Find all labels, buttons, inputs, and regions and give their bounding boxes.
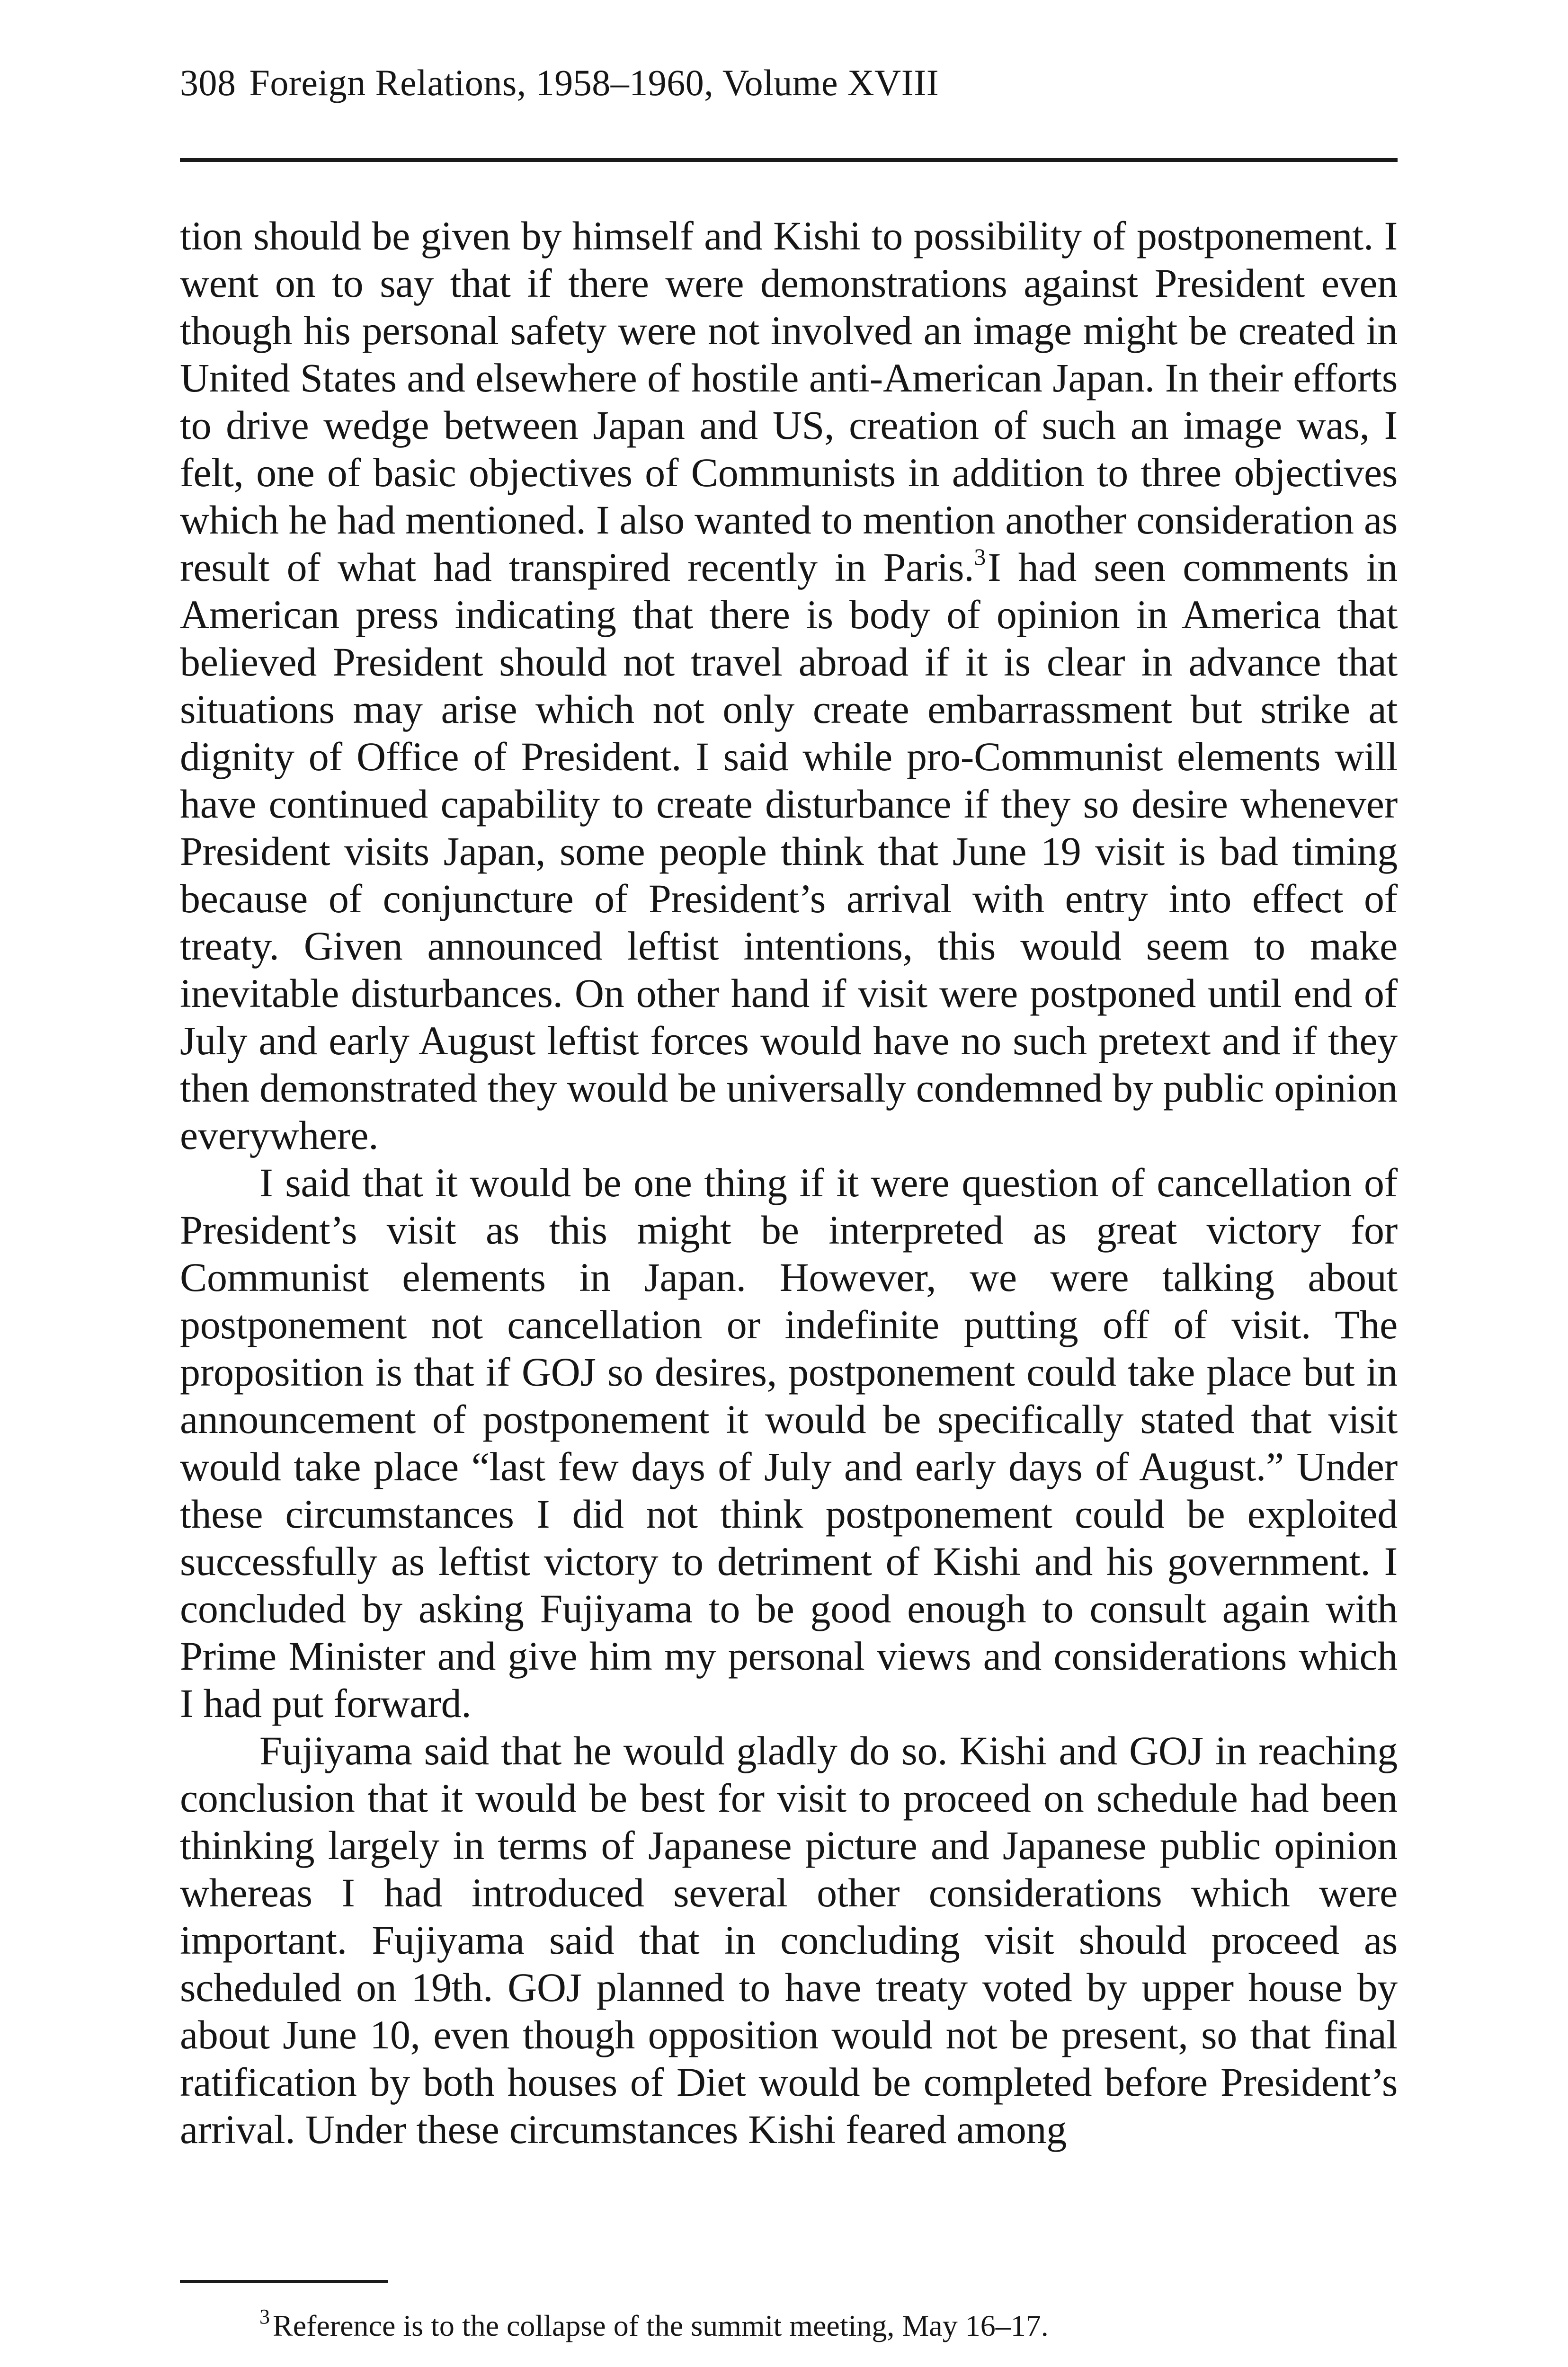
footnote-rule: [180, 2280, 388, 2283]
footnote-3: [259, 2305, 1396, 2347]
page-number: 308: [180, 62, 236, 103]
footnote-text: Reference is to the collapse of the summit meeting, May 16–17.: [273, 2309, 1049, 2342]
body-text: [180, 212, 1398, 2153]
header-rule: [180, 158, 1398, 162]
running-header: [180, 57, 1398, 109]
paragraph-1-part-2: I had seen comments in American press indicating that there is body of opinion in America that believed President should not travel abroad if it is clear in advance that situations may arise which not only create embarrassment but strike at dignity of Office of President. I said while pro-Communist elements will have continued capability to create disturbance if they so desire whenever President visits Japan, some people think that June 19 visit is bad timing because of conjuncture of President’s arrival with entry into effect of treaty. Given announced leftist intentions, this would seem to make inevitable disturbances. On other hand if visit were postponed until end of July and early August leftist forces would have no such pretext and if they then demonstrated they would be universally condemned by public opinion everywhere.: [180, 544, 1398, 1158]
paragraph-1: [180, 212, 1398, 1159]
running-title: Foreign Relations, 1958–1960, Volume XVIII: [249, 62, 939, 103]
footnote-marker: 3: [259, 2305, 270, 2328]
paragraph-1-part-1: tion should be given by himself and Kishi to possibility of postponement. I went on to say that if there were demonstrations against President even though his personal safety were not involved an image might be created in United States and elsewhere of hostile anti-American Japan. In their efforts to drive wedge between Japan and US, creation of such an image was, I felt, one of basic objectives of Communists in addition to three objectives which he had mentioned. I also wanted to mention another consideration as result of what had transpired recently in Paris.: [180, 213, 1398, 590]
footnote-reference-3: 3: [974, 543, 986, 570]
paragraph-3: Fujiyama said that he would gladly do so. Kishi and GOJ in reaching conclusion that it would be best for visit to proceed on schedule had been thinking largely in terms of Japanese picture and Japanese public opinion whereas I had introduced several other considerations which were important. Fujiyama said that in concluding visit should proceed as scheduled on 19th. GOJ planned to have treaty voted by upper house by about June 10, even though opposition would not be present, so that final ratification by both houses of Diet would be completed before President’s arrival. Under these circumstances Kishi feared among: [180, 1728, 1398, 2152]
paragraph-2: I said that it would be one thing if it were question of cancellation of President’s visit as this might be interpreted as great victory for Communist elements in Japan. However, we were talking about postponement not cancellation or indefinite putting off of visit. The proposition is that if GOJ so desires, postponement could take place but in announcement of postponement it would be specifically stated that visit would take place “last few days of July and early days of August.” Under these circumstances I did not think postponement could be exploited successfully as leftist victory to detriment of Kishi and his government. I concluded by asking Fujiyama to be good enough to consult again with Prime Minister and give him my personal views and considerations which I had put forward.: [180, 1160, 1398, 1726]
